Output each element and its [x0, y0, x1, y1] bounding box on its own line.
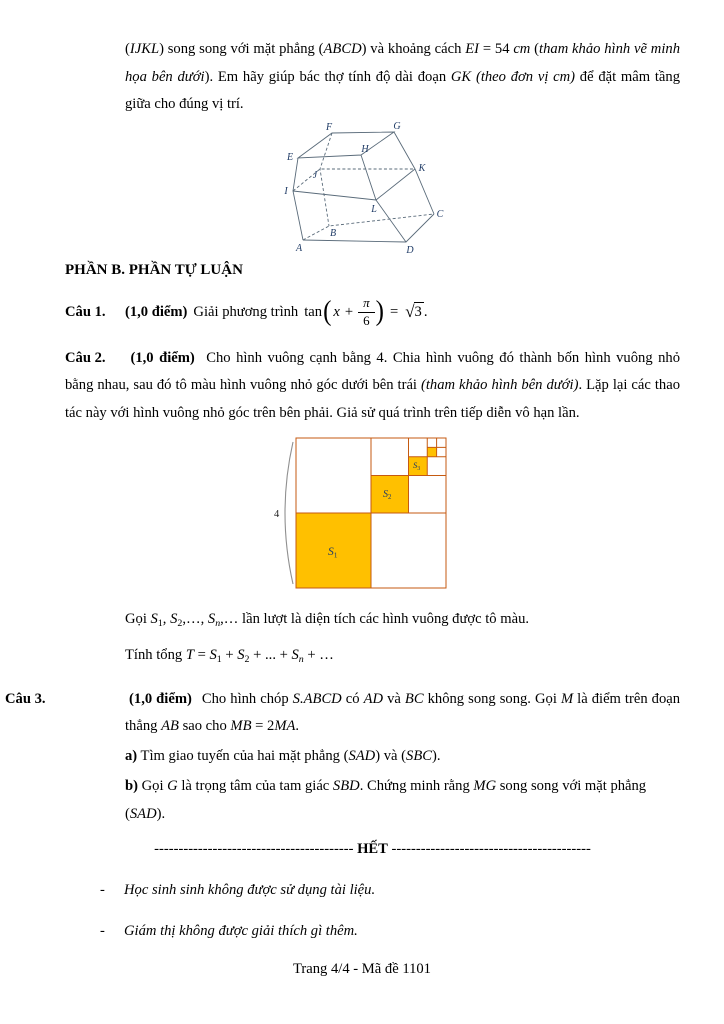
eq-radicand: 3 [414, 304, 422, 321]
intro-paragraph: (IJKL) song song với mặt phẳng (ABCD) và khoảng cách EI = 54 cm (tham khảo hình vẽ minh họa bên dưới). Em hãy giúp bác thợ tính độ dài đoạn GK (theo đơn vị cm) để đặt mâm tầng giữa cho đúng vị trí. [125, 41, 681, 113]
vertex-labels [283, 121, 443, 255]
note-dash: - [100, 882, 105, 899]
question-3-item-a: a) Tìm giao tuyến của hai mặt phẳng (SAD) và (SBC). [125, 748, 441, 765]
vertex-label-h: H [361, 144, 369, 156]
question-1-label: Câu 1. [65, 303, 106, 320]
eq-period: . [423, 303, 428, 320]
vertex-label-e: E [286, 152, 294, 164]
question-1-points: (1,0 điểm) [125, 303, 188, 320]
equation-tan [304, 296, 427, 329]
eq-sqrt [405, 302, 424, 322]
radical-sign: √ [405, 302, 415, 322]
side-brace [285, 442, 293, 584]
question-2-points: (1,0 điểm) [130, 349, 195, 366]
eq-denominator: 6 [363, 312, 370, 328]
squares-figure-wrap [0, 434, 724, 592]
eq-equals: = [389, 303, 399, 320]
vertex-label-a: A [295, 243, 303, 255]
question-1 [65, 296, 680, 329]
page-footer: Trang 4/4 - Mã đề 1101 [293, 961, 431, 977]
vertex-label-g: G [393, 121, 401, 133]
eq-numerator: π [358, 296, 375, 313]
question-2-label: Câu 2. [65, 349, 106, 366]
end-divider: ----------------------------------------- HẾT ----------------------------------------- [154, 841, 591, 858]
label-s1: $S_1$ [328, 545, 338, 560]
eq-open-paren: ( [323, 296, 332, 327]
frustum-figure-wrap [0, 121, 724, 255]
squares-figure [271, 434, 453, 592]
question-3-points: (1,0 điểm) [129, 690, 192, 707]
side-length-label: 4 [274, 508, 280, 520]
note-materials [100, 877, 680, 905]
question-3 [5, 686, 681, 741]
vertex-label-f: F [325, 122, 333, 134]
question-3-item-b: b) Gọi G là trọng tâm của tam giác SBD. Chứng minh rằng MG song song với mặt phẳng (SAD). [125, 777, 647, 822]
note-proctor [100, 918, 680, 946]
vertex-label-b: B [329, 228, 337, 240]
section-b-heading: PHẦN B. PHẦN TỰ LUẬN [65, 262, 243, 279]
question-1-lead: Giải phương trình [193, 303, 299, 320]
note-dash: - [100, 922, 105, 939]
question-3-label: Câu 3. [5, 690, 46, 707]
note-materials-text: Học sinh sinh không được sử dụng tài liệu. [124, 882, 376, 899]
label-s3: $S_3$ [413, 459, 421, 472]
square-s4 [427, 447, 436, 456]
vertex-label-c: C [436, 209, 444, 221]
note-proctor-text: Giám thị không được giải thích gì thêm. [124, 922, 358, 939]
eq-close-paren: ) [375, 296, 384, 327]
question-3-text: Cho hình chóp S.ABCD có AD và BC không song song. Gọi M là điểm trên đoạn thẳng AB sao cho MB = 2MA. [125, 690, 681, 735]
vertex-label-j: J [312, 170, 318, 182]
question-2-text: Cho hình vuông cạnh bằng 4. Chia hình vuông đó thành bốn hình vuông nhỏ bằng nhau, sau đó tô màu hình vuông nhỏ góc dưới bên trái (tham khảo hình bên dưới). Lặp lại các thao tác này với hình vuông nhỏ góc trên bên phải. Giả sử quá trình trên tiếp diễn vô hạn lần. [65, 349, 680, 421]
vertex-label-l: L [371, 204, 377, 216]
question-2 [65, 345, 680, 428]
label-s2: $S_2$ [383, 488, 392, 501]
eq-fraction [358, 296, 375, 329]
vertex-label-k: K [418, 163, 426, 175]
question-2-sum-line: Tính tổng $T = S_1 + S_2$ + ... + $S_n$ + … [125, 646, 334, 665]
eq-function: tan [304, 303, 323, 320]
eq-variable: x [333, 303, 340, 320]
vertex-label-i: I [284, 186, 288, 198]
eq-plus: + [344, 303, 354, 320]
question-2-goi-line: Gọi $S_1$, $S_2,\dots$, $S_n,\dots$ lần lượt là diện tích các hình vuông được tô màu. [125, 610, 530, 629]
frustum-figure [277, 121, 447, 255]
vertex-label-d: D [406, 245, 414, 256]
